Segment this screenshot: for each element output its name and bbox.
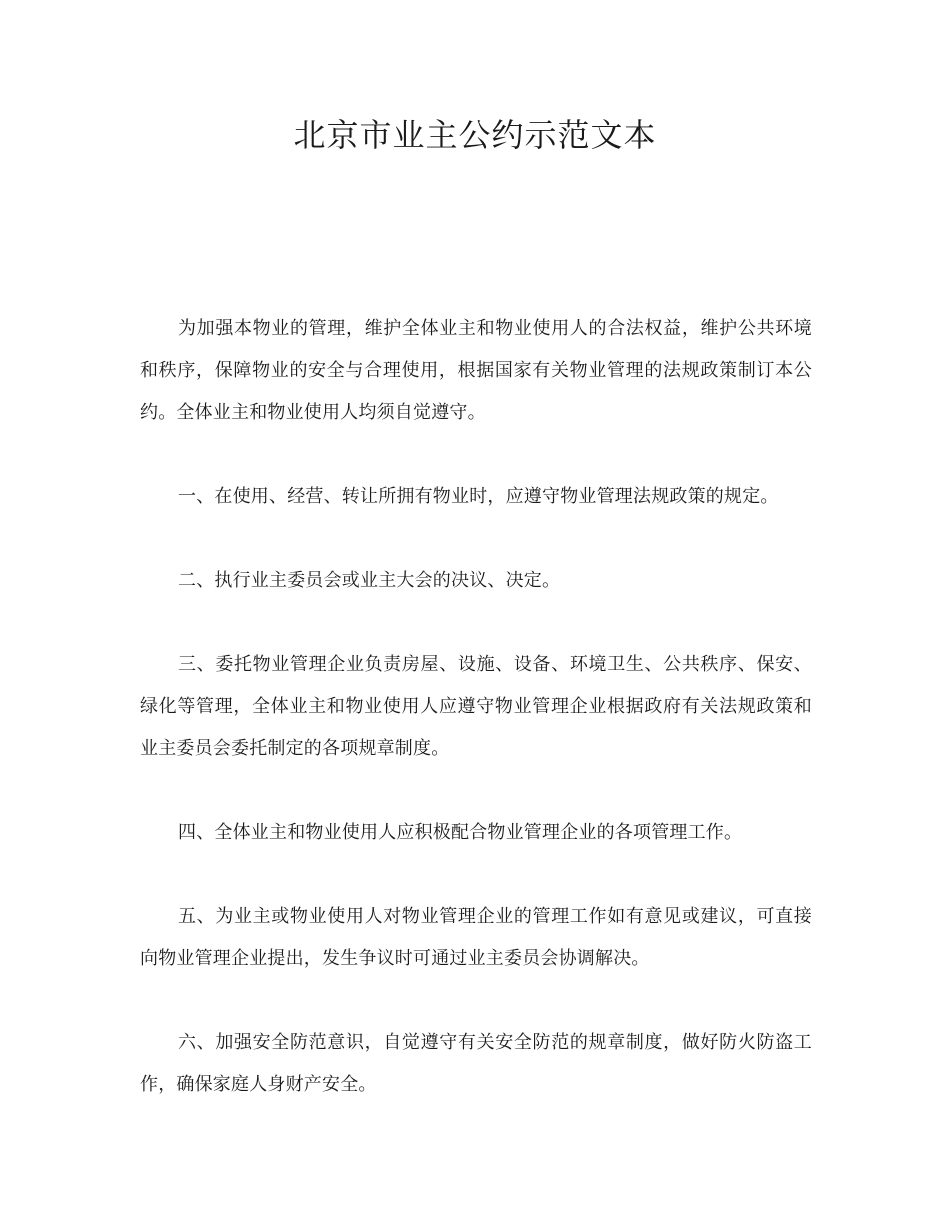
paragraph-article-1: 一、在使用、经营、转让所拥有物业时，应遵守物业管理法规政策的规定。 — [178, 486, 779, 507]
paragraph-preamble: 为加强本物业的管理，维护全体业主和物业使用人的合法权益，维护公共环境和秩序，保障物业的安全与合理使用，根据国家有关物业管理的法规政策制订本公约。全体业主和物业使用人均须自觉遵守。 — [140, 318, 812, 423]
paragraph-article-2: 二、执行业主委员会或业主大会的决议、决定。 — [178, 570, 561, 591]
paragraph-article-3: 三、委托物业管理企业负责房屋、设施、设备、环境卫生、公共秩序、保安、绿化等管理，全体业主和物业使用人应遵守物业管理企业根据政府有关法规政策和业主委员会委托制定的各项规章制度。 — [140, 654, 812, 759]
document-title: 北京市业主公约示范文本 — [293, 116, 657, 154]
paragraph-article-6: 六、加强安全防范意识，自觉遵守有关安全防范的规章制度，做好防火防盗工作，确保家庭人身财产安全。 — [140, 1032, 812, 1095]
document-body — [140, 308, 812, 1148]
paragraph-article-4: 四、全体业主和物业使用人应积极配合物业管理企业的各项管理工作。 — [178, 822, 743, 843]
paragraph-article-5: 五、为业主或物业使用人对物业管理企业的管理工作如有意见或建议，可直接向物业管理企业提出，发生争议时可通过业主委员会协调解决。 — [140, 906, 812, 969]
